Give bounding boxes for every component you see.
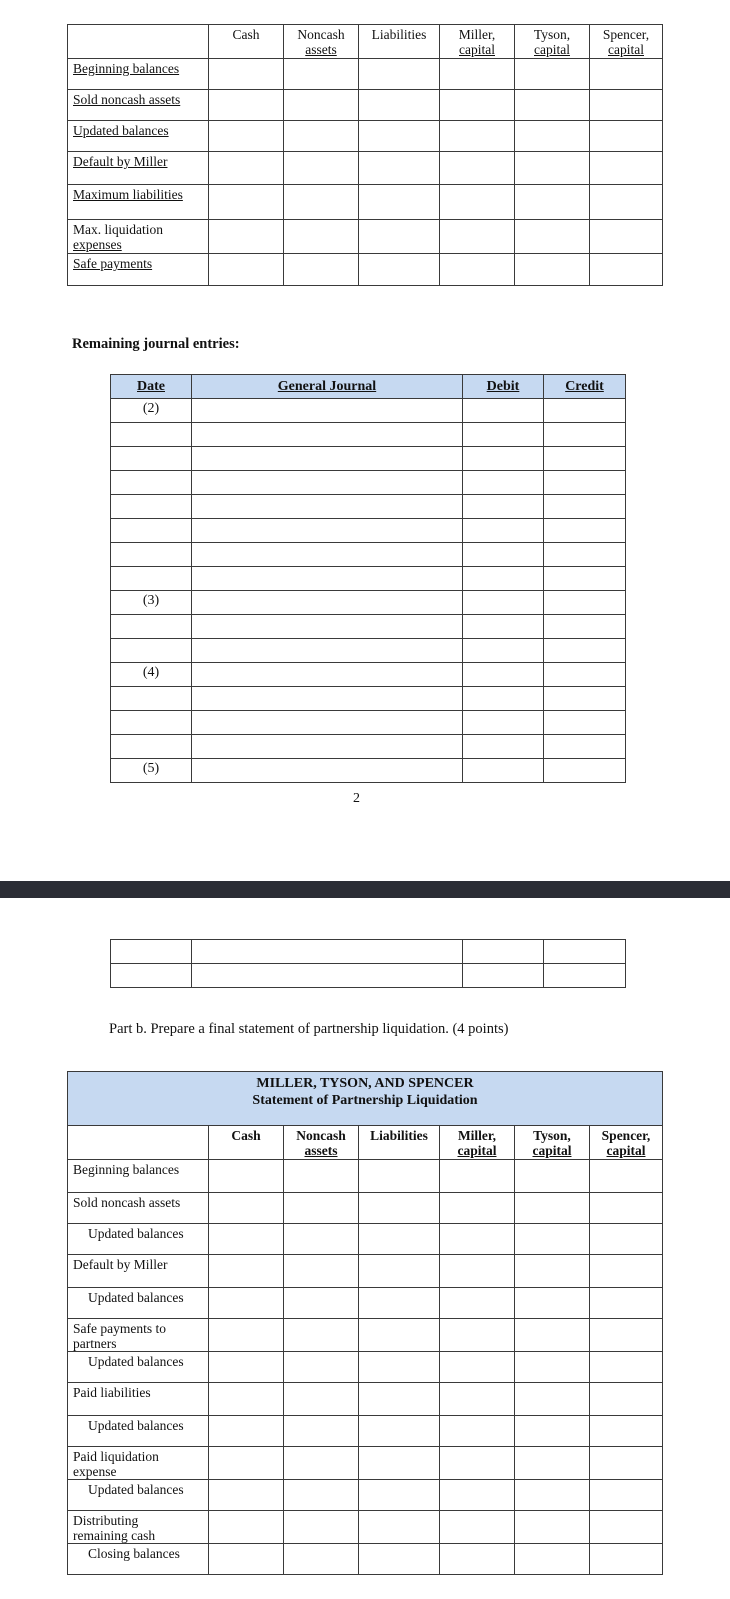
cell[interactable] [192, 735, 463, 759]
journal-date-cell[interactable] [111, 639, 192, 663]
cell[interactable] [440, 1193, 515, 1224]
cell[interactable] [463, 543, 544, 567]
cell[interactable] [209, 121, 284, 152]
cell[interactable] [515, 1544, 590, 1575]
cell[interactable] [284, 1319, 359, 1352]
journal-date-cell[interactable] [111, 687, 192, 711]
journal-date-cell[interactable]: (2) [111, 399, 192, 423]
statement-row [68, 1416, 663, 1447]
journal-row [111, 759, 626, 783]
journal-date-cell[interactable]: (4) [111, 663, 192, 687]
cell[interactable] [544, 735, 626, 759]
cell[interactable] [463, 639, 544, 663]
statement-col-liabilities: Liabilities [359, 1126, 440, 1160]
worksheet-header-blank [68, 25, 209, 59]
statement-title-line2: Statement of Partnership Liquidation [252, 1093, 478, 1108]
journal-date-cell[interactable] [111, 567, 192, 591]
cell[interactable] [515, 1193, 590, 1224]
statement-row-label: Updated balances [68, 1416, 209, 1447]
cell[interactable] [463, 615, 544, 639]
cell[interactable] [284, 1511, 359, 1544]
cell[interactable] [463, 591, 544, 615]
worksheet-table [67, 24, 663, 286]
cell[interactable] [590, 90, 663, 121]
cell[interactable] [463, 519, 544, 543]
cell[interactable] [590, 121, 663, 152]
worksheet-col-liabilities: Liabilities [359, 25, 440, 59]
statement-row [68, 1160, 663, 1193]
cell[interactable] [284, 1255, 359, 1288]
journal-table [110, 374, 626, 783]
cell[interactable] [463, 495, 544, 519]
cell[interactable] [463, 940, 544, 964]
cell[interactable] [359, 1352, 440, 1383]
cell[interactable] [515, 1224, 590, 1255]
worksheet-row [68, 59, 663, 90]
cell[interactable] [590, 1447, 663, 1480]
worksheet-col-spencer: Spencer, capital [590, 25, 663, 59]
worksheet-row-label: Safe payments [68, 254, 209, 286]
cell[interactable] [209, 1544, 284, 1575]
journal-col-general: General Journal [192, 375, 463, 399]
journal-date-cell[interactable]: (3) [111, 591, 192, 615]
statement-row [68, 1544, 663, 1575]
worksheet-row-label: Sold noncash assets [68, 90, 209, 121]
cell[interactable] [463, 567, 544, 591]
cell[interactable] [544, 567, 626, 591]
cell[interactable] [192, 423, 463, 447]
statement-row-label: Closing balances [68, 1544, 209, 1575]
journal-col-date: Date [111, 375, 192, 399]
cell[interactable] [544, 940, 626, 964]
cell[interactable] [440, 1383, 515, 1416]
cell[interactable] [359, 59, 440, 90]
cell[interactable] [544, 759, 626, 783]
journal-row [111, 519, 626, 543]
worksheet-col-noncash: Noncash assets [284, 25, 359, 59]
cell[interactable] [359, 1447, 440, 1480]
cell[interactable] [284, 1224, 359, 1255]
worksheet-row [68, 90, 663, 121]
cell[interactable] [515, 1447, 590, 1480]
cell[interactable] [515, 1319, 590, 1352]
journal-row [111, 471, 626, 495]
cell[interactable] [515, 1416, 590, 1447]
cell[interactable] [359, 1480, 440, 1511]
cell[interactable] [590, 1255, 663, 1288]
journal-row [111, 447, 626, 471]
cell[interactable] [209, 59, 284, 90]
cell[interactable] [544, 711, 626, 735]
journal-header-row [111, 375, 626, 399]
cell[interactable] [359, 1255, 440, 1288]
statement-col-miller: Miller, capital [440, 1126, 515, 1160]
cell[interactable] [359, 90, 440, 121]
cell[interactable] [544, 964, 626, 988]
cell[interactable] [209, 1416, 284, 1447]
cell[interactable] [440, 1544, 515, 1575]
cell[interactable] [590, 220, 663, 254]
cell[interactable] [544, 471, 626, 495]
statement-row [68, 1255, 663, 1288]
cell[interactable] [192, 399, 463, 423]
journal-date-cell[interactable] [111, 471, 192, 495]
cell[interactable] [284, 152, 359, 185]
worksheet-row [68, 254, 663, 286]
journal-row [111, 964, 626, 988]
cell[interactable] [209, 1288, 284, 1319]
worksheet-col-tyson: Tyson, capital [515, 25, 590, 59]
cell[interactable] [440, 59, 515, 90]
cell[interactable] [463, 964, 544, 988]
statement-row [68, 1447, 663, 1480]
statement-row-label: Beginning balances [68, 1160, 209, 1193]
journal-row [111, 687, 626, 711]
cell[interactable] [590, 1319, 663, 1352]
journal-row [111, 639, 626, 663]
cell[interactable] [284, 59, 359, 90]
cell[interactable] [209, 185, 284, 220]
journal-row [111, 495, 626, 519]
cell[interactable] [192, 964, 463, 988]
cell[interactable] [590, 1288, 663, 1319]
cell[interactable] [544, 495, 626, 519]
cell[interactable] [192, 711, 463, 735]
worksheet-row-label: Beginning balances [68, 59, 209, 90]
journal-row [111, 711, 626, 735]
cell[interactable] [359, 152, 440, 185]
cell[interactable] [544, 591, 626, 615]
statement-row-label: Updated balances [68, 1480, 209, 1511]
cell[interactable] [515, 185, 590, 220]
journal-date-cell[interactable] [111, 519, 192, 543]
cell[interactable] [515, 1511, 590, 1544]
cell[interactable] [440, 90, 515, 121]
cell[interactable] [284, 1480, 359, 1511]
cell[interactable] [192, 687, 463, 711]
worksheet-header-row [68, 25, 663, 59]
cell[interactable] [284, 1160, 359, 1193]
cell[interactable] [463, 447, 544, 471]
cell[interactable] [463, 399, 544, 423]
statement-row-label: Default by Miller [68, 1255, 209, 1288]
cell[interactable] [359, 220, 440, 254]
statement-row-label: Safe payments to partners [68, 1319, 209, 1352]
statement-title-row [68, 1072, 663, 1126]
cell[interactable] [590, 1160, 663, 1193]
cell[interactable] [515, 59, 590, 90]
worksheet-row-label: Maximum liabilities [68, 185, 209, 220]
statement-row [68, 1511, 663, 1544]
cell[interactable] [192, 567, 463, 591]
cell[interactable] [359, 1544, 440, 1575]
statement-row [68, 1288, 663, 1319]
statement-row-label: Paid liquidation expense [68, 1447, 209, 1480]
cell[interactable] [515, 152, 590, 185]
worksheet-row-label: Updated balances [68, 121, 209, 152]
cell[interactable] [544, 519, 626, 543]
cell[interactable] [544, 423, 626, 447]
statement-header-blank [68, 1126, 209, 1160]
statement-row-label: Distributing remaining cash [68, 1511, 209, 1544]
cell[interactable] [192, 639, 463, 663]
cell[interactable] [209, 1511, 284, 1544]
statement-row [68, 1480, 663, 1511]
cell[interactable] [463, 759, 544, 783]
cell[interactable] [284, 254, 359, 286]
cell[interactable] [359, 254, 440, 286]
cell[interactable] [515, 220, 590, 254]
journal-row [111, 423, 626, 447]
cell[interactable] [463, 735, 544, 759]
cell[interactable] [515, 1383, 590, 1416]
cell[interactable] [440, 1511, 515, 1544]
cell[interactable] [284, 1352, 359, 1383]
worksheet-col-miller: Miller, capital [440, 25, 515, 59]
journal-row [111, 940, 626, 964]
journal-continuation-table [110, 939, 626, 988]
cell[interactable] [590, 1511, 663, 1544]
statement-row-label: Paid liabilities [68, 1383, 209, 1416]
cell[interactable] [209, 152, 284, 185]
cell[interactable] [209, 1447, 284, 1480]
cell[interactable] [544, 639, 626, 663]
cell[interactable] [440, 1480, 515, 1511]
statement-title [68, 1072, 663, 1126]
cell[interactable] [515, 90, 590, 121]
cell[interactable] [111, 940, 192, 964]
cell[interactable] [544, 399, 626, 423]
statement-header-row [68, 1126, 663, 1160]
cell[interactable] [284, 90, 359, 121]
cell[interactable] [590, 1193, 663, 1224]
cell[interactable] [590, 152, 663, 185]
cell[interactable] [359, 185, 440, 220]
cell[interactable] [590, 185, 663, 220]
worksheet-row-label: Max. liquidation expenses [68, 220, 209, 254]
cell[interactable] [209, 1255, 284, 1288]
cell[interactable] [192, 495, 463, 519]
cell[interactable] [463, 687, 544, 711]
journal-row [111, 567, 626, 591]
journal-col-debit: Debit [463, 375, 544, 399]
cell[interactable] [209, 90, 284, 121]
cell[interactable] [544, 543, 626, 567]
statement-row-label: Updated balances [68, 1352, 209, 1383]
page-divider [0, 881, 730, 898]
cell[interactable] [463, 711, 544, 735]
cell[interactable] [440, 1255, 515, 1288]
cell[interactable] [284, 1383, 359, 1416]
journal-row [111, 591, 626, 615]
statement-col-cash: Cash [209, 1126, 284, 1160]
cell[interactable] [359, 1160, 440, 1193]
cell[interactable] [440, 121, 515, 152]
cell[interactable] [284, 1288, 359, 1319]
cell[interactable] [440, 1447, 515, 1480]
journal-col-credit: Credit [544, 375, 626, 399]
cell[interactable] [544, 615, 626, 639]
cell[interactable] [284, 1447, 359, 1480]
cell[interactable] [209, 254, 284, 286]
part-b-instruction: Part b. Prepare a final statement of partnership liquidation. (4 points) [109, 1021, 509, 1037]
cell[interactable] [359, 1224, 440, 1255]
statement-row [68, 1193, 663, 1224]
cell[interactable] [515, 254, 590, 286]
cell[interactable] [209, 1193, 284, 1224]
cell[interactable] [440, 1352, 515, 1383]
liquidation-statement-table [67, 1071, 663, 1575]
cell[interactable] [284, 1544, 359, 1575]
cell[interactable] [359, 1511, 440, 1544]
cell[interactable] [284, 1193, 359, 1224]
cell[interactable] [192, 471, 463, 495]
cell[interactable] [192, 940, 463, 964]
cell[interactable] [440, 1416, 515, 1447]
cell[interactable] [192, 591, 463, 615]
cell[interactable] [440, 152, 515, 185]
journal-heading: Remaining journal entries: [72, 336, 240, 352]
cell[interactable] [515, 1160, 590, 1193]
journal-date-cell[interactable] [111, 615, 192, 639]
cell[interactable] [359, 1288, 440, 1319]
cell[interactable] [209, 1224, 284, 1255]
cell[interactable] [284, 220, 359, 254]
journal-date-cell[interactable] [111, 543, 192, 567]
cell[interactable] [284, 121, 359, 152]
cell[interactable] [544, 663, 626, 687]
cell[interactable] [359, 121, 440, 152]
cell[interactable] [111, 964, 192, 988]
cell[interactable] [440, 1288, 515, 1319]
statement-col-noncash: Noncash assets [284, 1126, 359, 1160]
journal-row [111, 399, 626, 423]
cell[interactable] [359, 1383, 440, 1416]
cell[interactable] [590, 1224, 663, 1255]
cell[interactable] [590, 1544, 663, 1575]
worksheet-row [68, 220, 663, 254]
journal-date-cell[interactable] [111, 447, 192, 471]
journal-row [111, 543, 626, 567]
journal-date-cell[interactable] [111, 735, 192, 759]
cell[interactable] [463, 663, 544, 687]
cell[interactable] [440, 1160, 515, 1193]
cell[interactable] [440, 1224, 515, 1255]
statement-row [68, 1224, 663, 1255]
worksheet-row [68, 185, 663, 220]
statement-row [68, 1352, 663, 1383]
cell[interactable] [590, 1480, 663, 1511]
statement-row-label: Updated balances [68, 1288, 209, 1319]
journal-date-cell[interactable] [111, 495, 192, 519]
cell[interactable] [359, 1416, 440, 1447]
cell[interactable] [209, 1352, 284, 1383]
cell[interactable] [515, 1255, 590, 1288]
cell[interactable] [209, 1319, 284, 1352]
cell[interactable] [359, 1193, 440, 1224]
statement-row-label: Sold noncash assets [68, 1193, 209, 1224]
worksheet-row [68, 152, 663, 185]
cell[interactable] [515, 1480, 590, 1511]
statement-row [68, 1319, 663, 1352]
statement-col-spencer: Spencer, capital [590, 1126, 663, 1160]
cell[interactable] [209, 1383, 284, 1416]
cell[interactable] [440, 1319, 515, 1352]
cell[interactable] [209, 1480, 284, 1511]
cell[interactable] [544, 687, 626, 711]
cell[interactable] [515, 121, 590, 152]
cell[interactable] [440, 185, 515, 220]
cell[interactable] [192, 447, 463, 471]
statement-col-tyson: Tyson, capital [515, 1126, 590, 1160]
worksheet-col-cash: Cash [209, 25, 284, 59]
worksheet-row [68, 121, 663, 152]
cell[interactable] [192, 543, 463, 567]
cell[interactable] [192, 759, 463, 783]
cell[interactable] [590, 59, 663, 90]
cell[interactable] [359, 1319, 440, 1352]
cell[interactable] [590, 1352, 663, 1383]
cell[interactable] [192, 663, 463, 687]
statement-row-label: Updated balances [68, 1224, 209, 1255]
journal-date-cell[interactable] [111, 423, 192, 447]
cell[interactable] [209, 1160, 284, 1193]
page-number: 2 [353, 791, 360, 806]
cell[interactable] [544, 447, 626, 471]
cell[interactable] [590, 1383, 663, 1416]
cell[interactable] [440, 220, 515, 254]
journal-date-cell[interactable]: (5) [111, 759, 192, 783]
journal-row [111, 615, 626, 639]
journal-row [111, 663, 626, 687]
cell[interactable] [192, 519, 463, 543]
journal-row [111, 735, 626, 759]
worksheet-row-label: Default by Miller [68, 152, 209, 185]
cell[interactable] [515, 1288, 590, 1319]
cell[interactable] [590, 254, 663, 286]
cell[interactable] [463, 423, 544, 447]
cell[interactable] [440, 254, 515, 286]
statement-row [68, 1383, 663, 1416]
journal-date-cell[interactable] [111, 711, 192, 735]
cell[interactable] [515, 1352, 590, 1383]
cell[interactable] [192, 615, 463, 639]
cell[interactable] [463, 471, 544, 495]
cell[interactable] [590, 1416, 663, 1447]
statement-title-line1: MILLER, TYSON, AND SPENCER [256, 1076, 474, 1091]
cell[interactable] [284, 185, 359, 220]
cell[interactable] [209, 220, 284, 254]
cell[interactable] [284, 1416, 359, 1447]
